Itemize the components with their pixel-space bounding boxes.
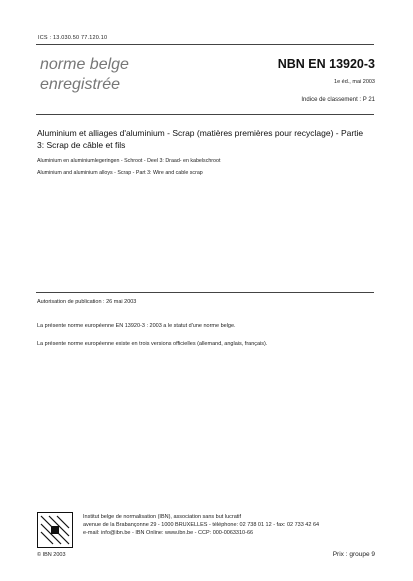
top-divider	[36, 44, 374, 45]
standard-code: NBN EN 13920-3	[277, 57, 375, 71]
copyright: © IBN 2003	[37, 552, 66, 558]
publication-authorization: Autorisation de publication : 26 mai 2003	[37, 299, 137, 305]
versions-statement: La présente norme européenne existe en trois versions officielles (allemand, anglais, français).	[37, 341, 268, 347]
title-dutch: Aluminium en aluminiumlegeringen - Schroot - Deel 3: Draad- en kabelschroot	[37, 158, 221, 164]
ics-codes: ICS : 13.030.50 77.120.10	[38, 35, 108, 41]
status-statement: La présente norme européenne EN 13920-3 : 2003 a le statut d'une norme belge.	[37, 323, 236, 329]
ibn-online: e-mail: info@ibn.be - IBN Online: www.ibn.be - CCP: 000-0063310-66	[83, 530, 254, 536]
brand-line-2: enregistrée	[40, 76, 121, 93]
ibn-contact-block	[83, 513, 319, 537]
brand-line-1: norme belge	[40, 56, 129, 73]
classification-index: Indice de classement : P 21	[301, 97, 375, 103]
price-group: Prix : groupe 9	[332, 551, 375, 558]
document-title: Aluminium et alliages d'aluminium - Scrap (matières premières pour recyclage) - Partie 3: Scrap de câble et fils	[37, 128, 364, 150]
ibn-logo-icon	[37, 512, 73, 548]
title-english: Aluminium and aluminium alloys - Scrap - Part 3: Wire and cable scrap	[37, 170, 203, 176]
edition-date: 1e éd., mai 2003	[334, 79, 375, 85]
document-status	[40, 55, 129, 95]
section-divider	[36, 292, 374, 293]
title-divider	[36, 114, 374, 115]
ibn-address: avenue de la Brabançonne 29 - 1000 BRUXELLES - téléphone: 02 738 01 12 - fax: 02 733 42 64	[83, 522, 320, 528]
ibn-name: Institut belge de normalisation (IBN), association sans but lucratif	[83, 514, 242, 520]
